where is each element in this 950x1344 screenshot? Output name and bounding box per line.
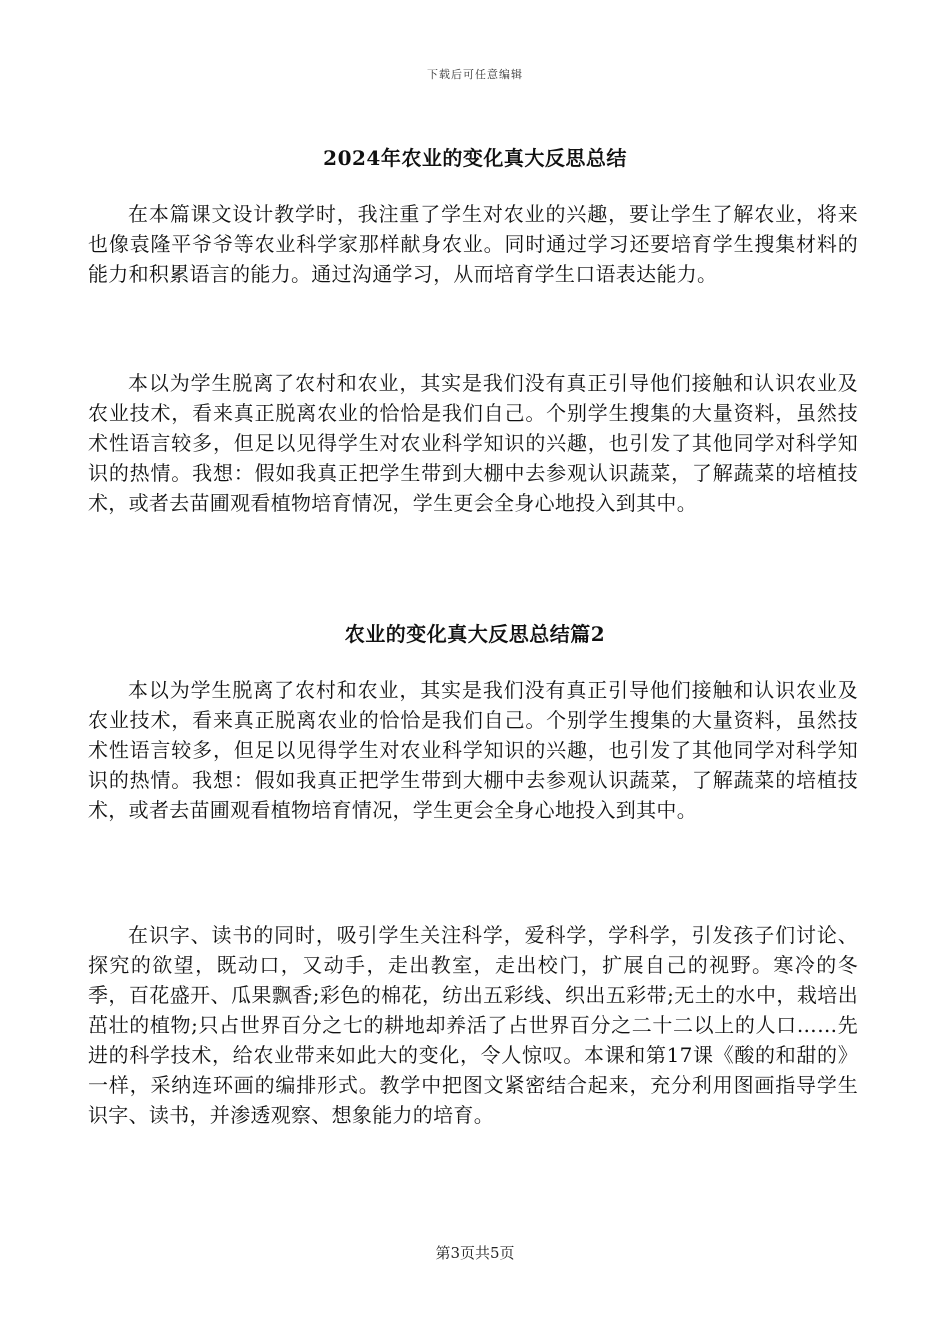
document-title: 2024年农业的变化真大反思总结 (323, 146, 627, 170)
page-footer: 第3页共5页 (435, 1244, 515, 1262)
header-note: 下载后可任意编辑 (427, 68, 523, 81)
section-2-paragraph-1: 本以为学生脱离了农村和农业，其实是我们没有真正引导他们接触和认识农业及农业技术，看来真正脱离农业的恰恰是我们自己。个别学生搜集的大量资料，虽然技术性语言较多，但足以见得学生对农业科学知识的兴趣，也引发了其他同学对科学知识的热情。我想：假如我真正把学生带到大棚中去参观认识蔬菜，了解蔬菜的培植技术，或者去苗圃观看植物培育情况，学生更会全身心地投入到其中。 (88, 678, 858, 822)
paragraph-1: 在本篇课文设计教学时，我注重了学生对农业的兴趣，要让学生了解农业，将来也像袁隆平爷爷等农业科学家那样献身农业。同时通过学习还要培育学生搜集材料的能力和积累语言的能力。通过沟通学习，从而培育学生口语表达能力。 (88, 202, 858, 286)
section-2-paragraph-2: 在识字、读书的同时，吸引学生关注科学，爱科学，学科学，引发孩子们讨论、探究的欲望，既动口，又动手，走出教室，走出校门，扩展自己的视野。寒冷的冬季，百花盛开、瓜果飘香;彩色的棉花，纺出五彩线、织出五彩带;无土的水中，栽培出茁壮的植物;只占世界百分之七的耕地却养活了占世界百分之二十二以上的人口……先进的科学技术，给农业带来如此大的变化，令人惊叹。本课和第17课《酸的和甜的》一样，采纳连环画的编排形式。教学中把图文紧密结合起来，充分利用图画指导学生识字、读书，并渗透观察、想象能力的培育。 (88, 923, 858, 1127)
section-2-title: 农业的变化真大反思总结篇2 (344, 622, 606, 646)
paragraph-2: 本以为学生脱离了农村和农业，其实是我们没有真正引导他们接触和认识农业及农业技术，看来真正脱离农业的恰恰是我们自己。个别学生搜集的大量资料，虽然技术性语言较多，但足以见得学生对农业科学知识的兴趣，也引发了其他同学对科学知识的热情。我想：假如我真正把学生带到大棚中去参观认识蔬菜，了解蔬菜的培植技术，或者去苗圃观看植物培育情况，学生更会全身心地投入到其中。 (88, 371, 858, 515)
